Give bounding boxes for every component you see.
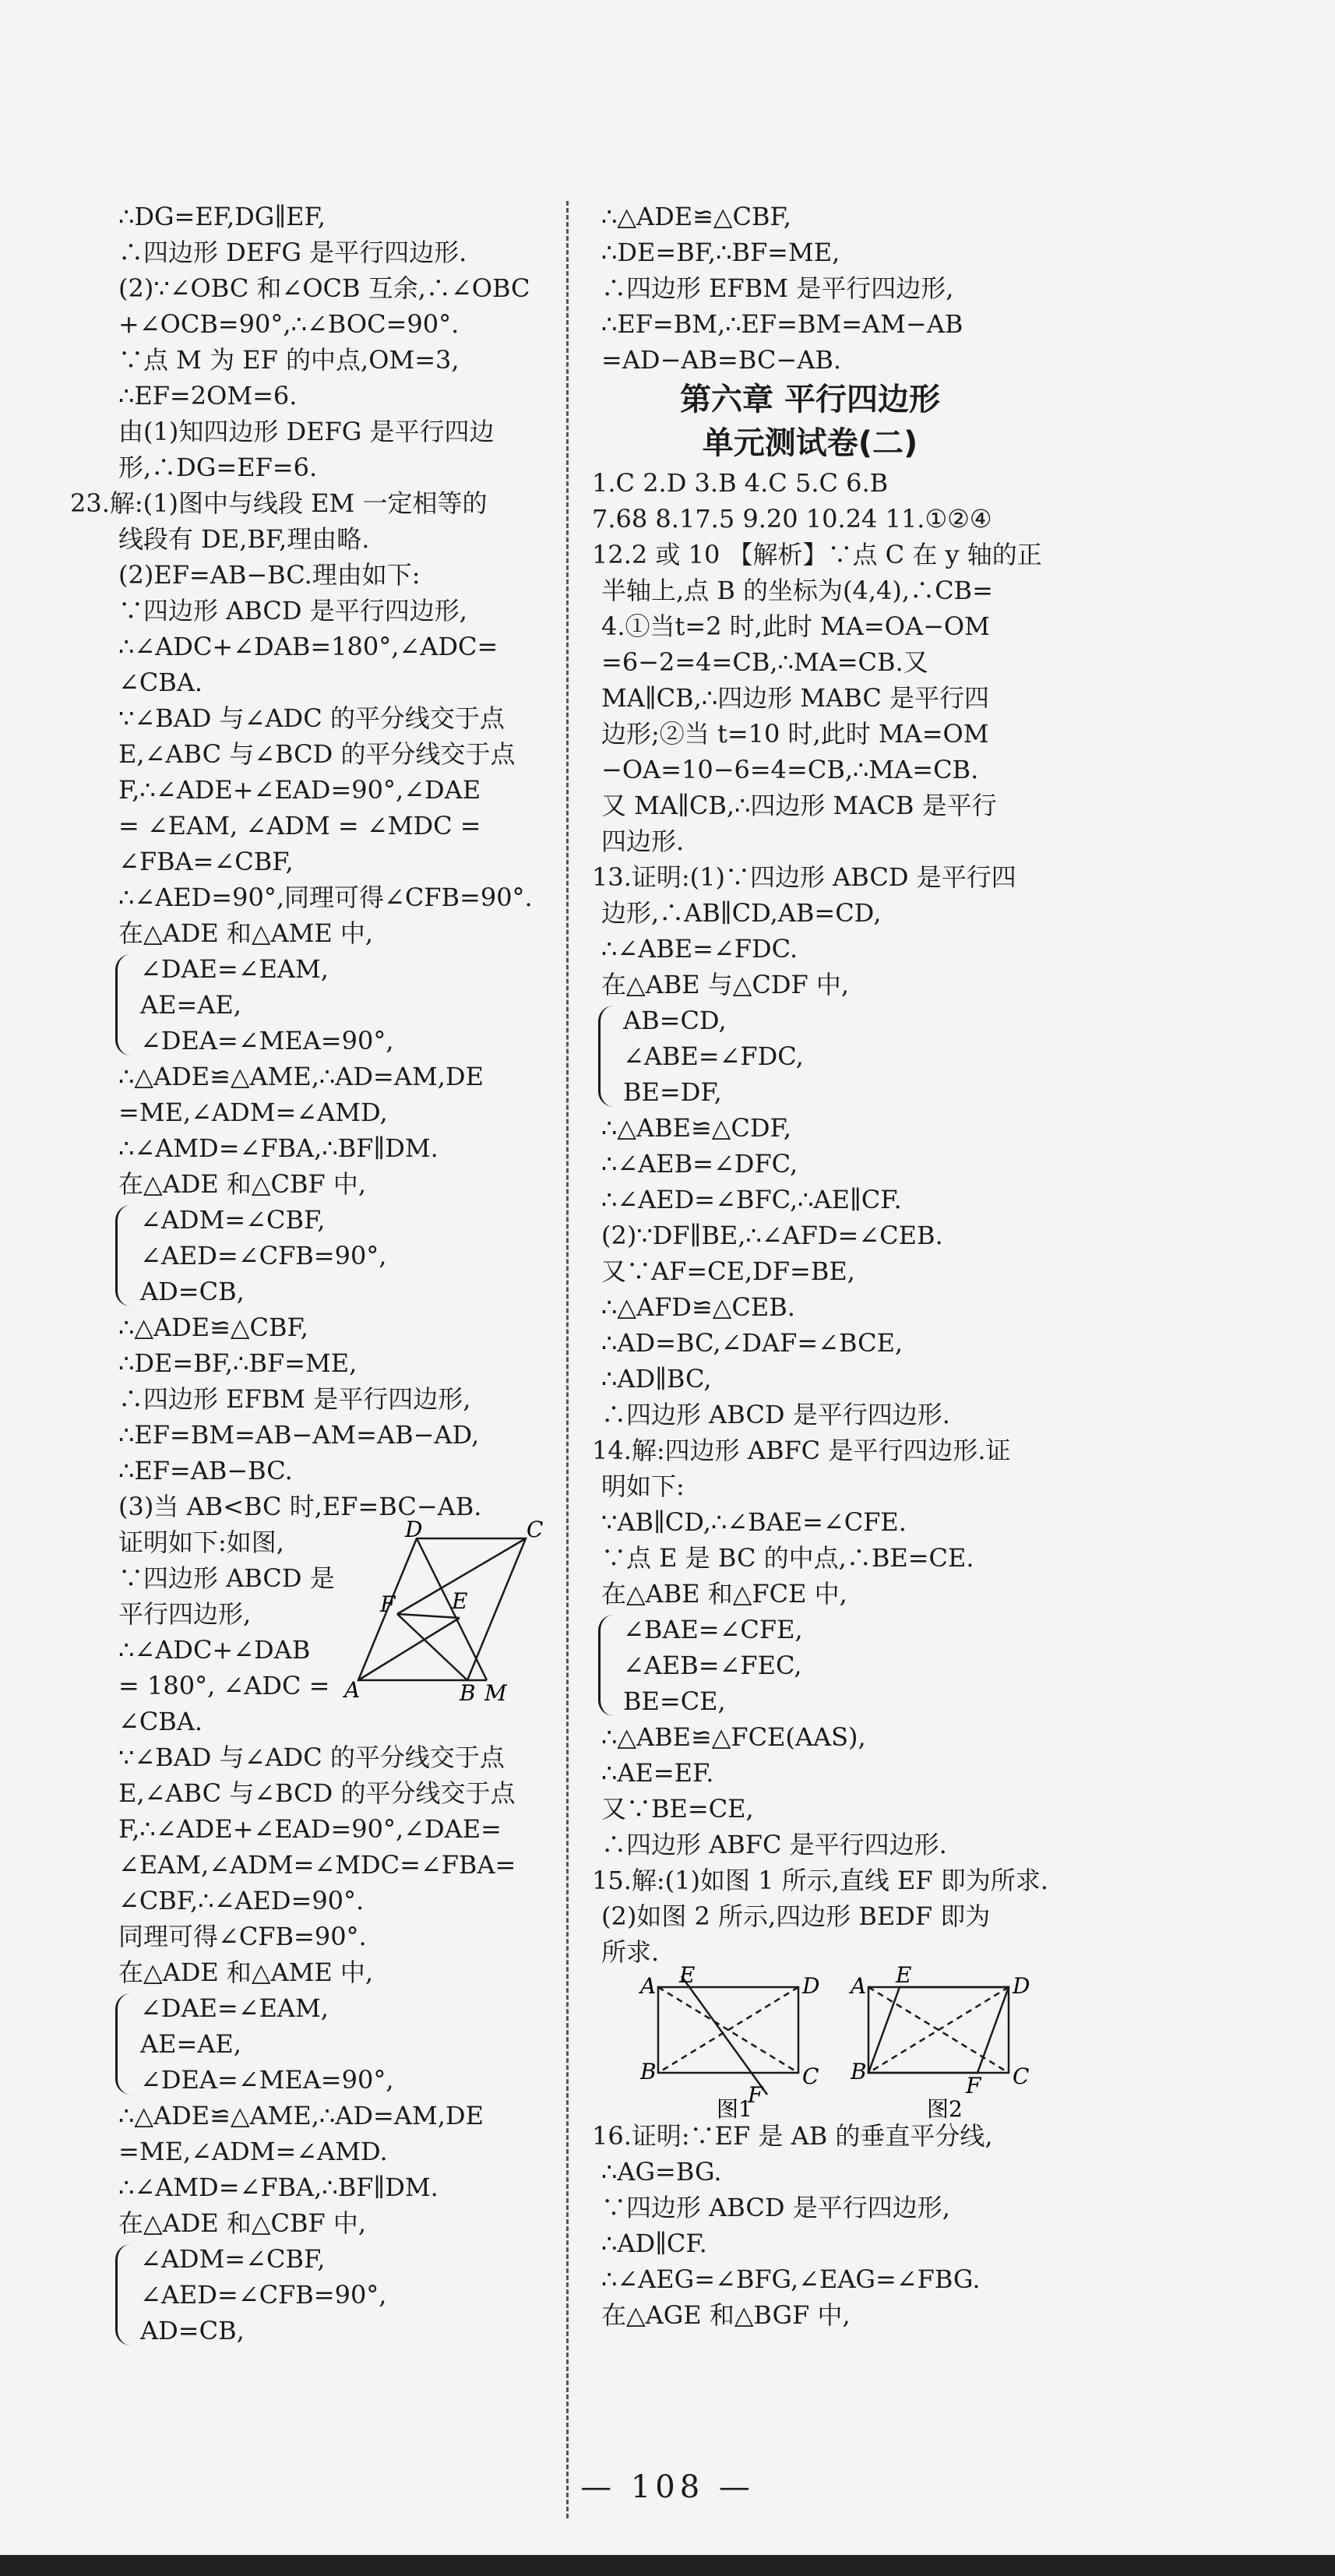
- text-line: ∴四边形 EFBM 是平行四边形,: [601, 273, 954, 303]
- text-line: =AD−AB=BC−AB.: [601, 345, 842, 375]
- text-line: ∴∠ADC+∠DAB=180°,∠ADC=: [118, 632, 498, 661]
- equation-line: AB=CD,: [623, 1006, 727, 1035]
- text-line: ∴四边形 ABCD 是平行四边形.: [601, 1400, 950, 1429]
- point-label: E: [679, 1962, 696, 1988]
- right-column: [592, 199, 1048, 2333]
- point-label: A: [851, 1973, 867, 1999]
- equation-system: [109, 951, 545, 1059]
- brace-icon: [115, 954, 135, 1055]
- right-block-a: [592, 199, 1028, 378]
- scan-edge-shadow: [0, 2555, 1335, 2576]
- text-line: E,∠ABC 与∠BCD 的平分线交于点: [118, 739, 516, 769]
- text-line: (2)EF=AB−BC.理由如下:: [118, 560, 421, 590]
- text-line: ∴DE=BF,∴BF=ME,: [118, 1348, 358, 1378]
- answer-line: 7.68 8.17.5 9.20 10.24 11.①②④: [592, 504, 992, 534]
- brace-icon: [115, 1993, 135, 2095]
- text-line: 在△ABE 与△CDF 中,: [601, 970, 850, 999]
- text-line: 在△AGE 和△BGF 中,: [601, 2300, 851, 2330]
- line-ef: [682, 1976, 767, 2095]
- text-line: F,∴∠ADE+∠EAD=90°,∠DAE: [118, 775, 481, 805]
- equation-line: ∠BAE=∠CFE,: [623, 1615, 803, 1644]
- figure-1: [639, 1962, 820, 2122]
- text-line: ∴∠AEB=∠DFC,: [601, 1149, 798, 1179]
- point-label: D: [802, 1973, 820, 1999]
- text-line: ∠FBA=∠CBF,: [118, 847, 294, 876]
- point-label: E: [896, 1962, 912, 1988]
- point-label: C: [1013, 2063, 1030, 2089]
- text-line: F,∴∠ADE+∠EAD=90°,∠DAE=: [118, 1814, 502, 1844]
- text-line: ∴EF=AB−BC.: [118, 1456, 293, 1485]
- text-line: = 180°, ∠ADC =: [118, 1671, 330, 1700]
- text-line: ∴EF=2OM=6.: [118, 381, 298, 411]
- equation-line: ∠ADM=∠CBF,: [140, 2244, 326, 2274]
- point-label: E: [452, 1588, 468, 1614]
- text-line: ∠CBA.: [118, 1707, 203, 1736]
- figures-row: [592, 1962, 1030, 2122]
- text-line: 线段有 DE,BF,理由略.: [118, 524, 370, 554]
- text-line: E,∠ABC 与∠BCD 的平分线交于点: [118, 1778, 516, 1808]
- left-block-c: [109, 1309, 545, 1524]
- text-line: ∴DG=EF,DG∥EF,: [118, 202, 326, 231]
- text-line: ∴AD∥BC,: [601, 1364, 712, 1394]
- text-line: 又 MA∥CB,∴四边形 MACB 是平行: [601, 791, 997, 820]
- figure-2: [849, 1962, 1030, 2122]
- text-line: ∵AB∥CD,∴∠BAE=∠CFE.: [601, 1507, 907, 1537]
- equation-line: ∠ADM=∠CBF,: [140, 1205, 326, 1235]
- point-label: F: [966, 2073, 981, 2099]
- text-line: 由(1)知四边形 DEFG 是平行四边: [118, 417, 495, 446]
- point-label: M: [484, 1680, 507, 1706]
- text-line: ∴△ADE≌△AME,∴AD=AM,DE: [118, 2101, 484, 2130]
- point-label: B: [640, 2059, 657, 2084]
- text-line: 四边形.: [601, 826, 685, 856]
- text-line: ∴∠AMD=∠FBA,∴BF∥DM.: [118, 1133, 439, 1163]
- text-line: (3)当 AB<BC 时,EF=BC−AB.: [118, 1492, 482, 1521]
- text-line: ∴△ABE≌△CDF,: [601, 1113, 791, 1143]
- bisector-bf: [397, 1614, 467, 1680]
- text-line: ∴∠ABE=∠FDC.: [601, 934, 798, 964]
- equation-system: [109, 2241, 545, 2349]
- brace-icon: [598, 1006, 618, 1107]
- question-13-heading: 13.证明:(1)∵四边形 ABCD 是平行四: [592, 862, 1016, 892]
- equation-line: ∠DEA=∠MEA=90°,: [140, 2065, 394, 2095]
- equation-line: ∠AED=∠CFB=90°,: [140, 2280, 387, 2310]
- text-line: ∠CBA.: [118, 668, 203, 697]
- text-line: ∵点 M 为 EF 的中点,OM=3,: [118, 345, 460, 375]
- brace-icon: [115, 1205, 135, 1306]
- text-line: ∵四边形 ABCD 是: [118, 1563, 335, 1593]
- text-line: 平行四边形,: [118, 1599, 252, 1629]
- equation-line: ∠AED=∠CFB=90°,: [140, 1241, 387, 1270]
- text-line: ∴四边形 EFBM 是平行四边形,: [118, 1384, 471, 1414]
- equation-line: ∠DAE=∠EAM,: [140, 954, 329, 984]
- text-line: MA∥CB,∴四边形 MABC 是平行四: [601, 683, 990, 713]
- text-line: 又∵AF=CE,DF=BE,: [601, 1256, 855, 1286]
- page-number: — 108 —: [580, 2469, 755, 2505]
- left-block-a: [70, 199, 545, 951]
- text-line: ∴AG=BG.: [601, 2157, 722, 2187]
- right-block-e: [592, 2118, 1028, 2333]
- text-line: ∵∠BAD 与∠ADC 的平分线交于点: [118, 1743, 505, 1772]
- left-column: [70, 199, 545, 2349]
- text-line: 在△ABE 和△FCE 中,: [601, 1579, 847, 1609]
- text-line: 半轴上,点 B 的坐标为(4,4),∴CB=: [601, 576, 993, 605]
- question-15-heading: 15.解:(1)如图 1 所示,直线 EF 即为所求.: [592, 1866, 1048, 1895]
- left-block-e: [109, 2098, 545, 2241]
- equation-line: AD=CB,: [140, 1277, 245, 1306]
- equation-system: [592, 1612, 1028, 1719]
- text-line: ∵∠BAD 与∠ADC 的平分线交于点: [118, 703, 505, 733]
- text-line: (2)如图 2 所示,四边形 BEDF 即为: [601, 1901, 991, 1931]
- right-block-d: [592, 1719, 1048, 1970]
- text-line: (2)∵DF∥BE,∴∠AFD=∠CEB.: [601, 1221, 943, 1250]
- brace-icon: [115, 2244, 135, 2345]
- text-line: ∴∠AED=∠BFC,∴AE∥CF.: [601, 1185, 902, 1214]
- text-line: ∴△ADE≌△CBF,: [118, 1313, 308, 1342]
- text-line: 边形;②当 t=10 时,此时 MA=OM: [601, 719, 989, 749]
- equation-line: AE=AE,: [140, 990, 241, 1020]
- text-line: =ME,∠ADM=∠AMD.: [118, 2137, 388, 2166]
- text-line: 4.①当t=2 时,此时 MA=OA−OM: [601, 611, 990, 641]
- text-line: ∴AD=BC,∠DAF=∠BCE,: [601, 1328, 904, 1358]
- equation-line: BE=CE,: [623, 1686, 726, 1716]
- text-line: 明如下:: [601, 1471, 685, 1501]
- equation-line: ∠DAE=∠EAM,: [140, 1993, 329, 2023]
- text-line: ∴AD∥CF.: [601, 2229, 707, 2258]
- text-line: ∴△ABE≌△FCE(AAS),: [601, 1722, 866, 1752]
- chapter-subtitle: 单元测试卷(二): [702, 425, 918, 461]
- left-block-d: [109, 1739, 545, 1990]
- chapter-title: 第六章 平行四边形: [680, 382, 940, 418]
- text-line: 边形,∴AB∥CD,AB=CD,: [601, 898, 882, 928]
- equation-line: BE=DF,: [623, 1077, 722, 1107]
- text-line: 在△ADE 和△AME 中,: [118, 1958, 374, 1987]
- text-line: =6−2=4=CB,∴MA=CB.又: [601, 647, 928, 677]
- bisector-ae: [358, 1618, 460, 1680]
- point-label: F: [380, 1591, 396, 1617]
- text-line: ∴EF=BM,∴EF=BM=AM−AB: [601, 309, 963, 339]
- text-line: 证明如下:如图,: [118, 1528, 284, 1557]
- text-line: 同理可得∠CFB=90°.: [118, 1922, 367, 1951]
- text-line: ∴四边形 ABFC 是平行四边形.: [601, 1830, 947, 1859]
- text-line: ∠CBF,∴∠AED=90°.: [118, 1886, 365, 1915]
- right-block-c: [592, 1110, 1028, 1612]
- text-line: ∴△ADE≌△CBF,: [601, 202, 791, 231]
- text-line: ∴∠AEG=∠BFG,∠EAG=∠FBG.: [601, 2264, 981, 2294]
- parallelogram-figure: [343, 1517, 544, 1711]
- text-line: ∴DE=BF,∴BF=ME,: [601, 238, 840, 267]
- text-line: ∴∠AED=90°,同理可得∠CFB=90°.: [118, 883, 533, 912]
- equation-line: AE=AE,: [140, 2029, 241, 2059]
- equation-line: ∠DEA=∠MEA=90°,: [140, 1026, 394, 1055]
- equation-system: [592, 1003, 1028, 1110]
- brace-icon: [598, 1615, 618, 1716]
- equation-line: AD=CB,: [140, 2316, 245, 2345]
- text-line: ∴∠ADC+∠DAB: [118, 1635, 311, 1665]
- equation-line: ∠AEB=∠FEC,: [623, 1651, 802, 1680]
- text-line: (2)∵∠OBC 和∠OCB 互余,∴∠OBC: [118, 273, 530, 303]
- text-line: ∴△ADE≌△AME,∴AD=AM,DE: [118, 1062, 484, 1091]
- question-16-heading: 16.证明:∵EF 是 AB 的垂直平分线,: [592, 2121, 993, 2151]
- text-line: ∴EF=BM=AB−AM=AB−AD,: [118, 1420, 480, 1450]
- point-label: B: [460, 1680, 476, 1706]
- equation-line: ∠ABE=∠FDC,: [623, 1041, 804, 1071]
- equation-system: [109, 1990, 545, 2098]
- segment-ef: [397, 1614, 460, 1618]
- text-line: ∵四边形 ABCD 是平行四边形,: [601, 2193, 950, 2222]
- question-12-heading: 12.2 或 10 【解析】∵点 C 在 y 轴的正: [592, 540, 1042, 569]
- figure-1-caption: 图1: [717, 2096, 752, 2122]
- text-line: ∴∠AMD=∠FBA,∴BF∥DM.: [118, 2173, 439, 2202]
- point-label: D: [1013, 1973, 1030, 1999]
- equation-system: [109, 1202, 545, 1309]
- figure-2-caption: 图2: [927, 2096, 963, 2122]
- text-line: 形,∴DG=EF=6.: [118, 453, 318, 482]
- text-line: 又∵BE=CE,: [601, 1794, 754, 1824]
- text-line: 在△ADE 和△CBF 中,: [118, 2208, 367, 2238]
- point-label: C: [527, 1517, 544, 1542]
- text-line: ∴四边形 DEFG 是平行四边形.: [118, 238, 467, 267]
- text-line: −OA=10−6=4=CB,∴MA=CB.: [601, 755, 979, 784]
- text-line: ∴AE=EF.: [601, 1758, 714, 1788]
- point-label: A: [344, 1677, 361, 1703]
- text-line: ∠EAM,∠ADM=∠MDC=∠FBA=: [118, 1850, 516, 1880]
- text-line: ∴△AFD≌△CEB.: [601, 1292, 795, 1322]
- proof-with-figure: [109, 1517, 545, 1739]
- point-label: B: [851, 2059, 867, 2084]
- text-line: 在△ADE 和△CBF 中,: [118, 1169, 367, 1199]
- text-line: 在△ADE 和△AME 中,: [118, 918, 374, 948]
- point-label: A: [640, 1973, 657, 1999]
- text-line: 所求.: [601, 1937, 660, 1967]
- point-label: F: [748, 2082, 763, 2108]
- text-line: = ∠EAM, ∠ADM = ∠MDC =: [118, 811, 481, 840]
- left-block-b: [109, 1059, 545, 1202]
- text-line: =ME,∠ADM=∠AMD,: [118, 1098, 388, 1127]
- question-23-heading: 23.解:(1)图中与线段 EM 一定相等的: [70, 488, 488, 518]
- point-label: D: [405, 1517, 423, 1542]
- question-14-heading: 14.解:四边形 ABFC 是平行四边形.证: [592, 1436, 1011, 1465]
- right-block-b: [592, 465, 1042, 1003]
- text-line: ∵四边形 ABCD 是平行四边形,: [118, 596, 467, 625]
- column-divider: [566, 201, 569, 2518]
- point-label: C: [802, 2063, 819, 2089]
- answer-line: 1.C 2.D 3.B 4.C 5.C 6.B: [592, 468, 889, 498]
- text-line: +∠OCB=90°,∴∠BOC=90°.: [118, 309, 460, 339]
- text-line: ∵点 E 是 BC 的中点,∴BE=CE.: [601, 1543, 974, 1573]
